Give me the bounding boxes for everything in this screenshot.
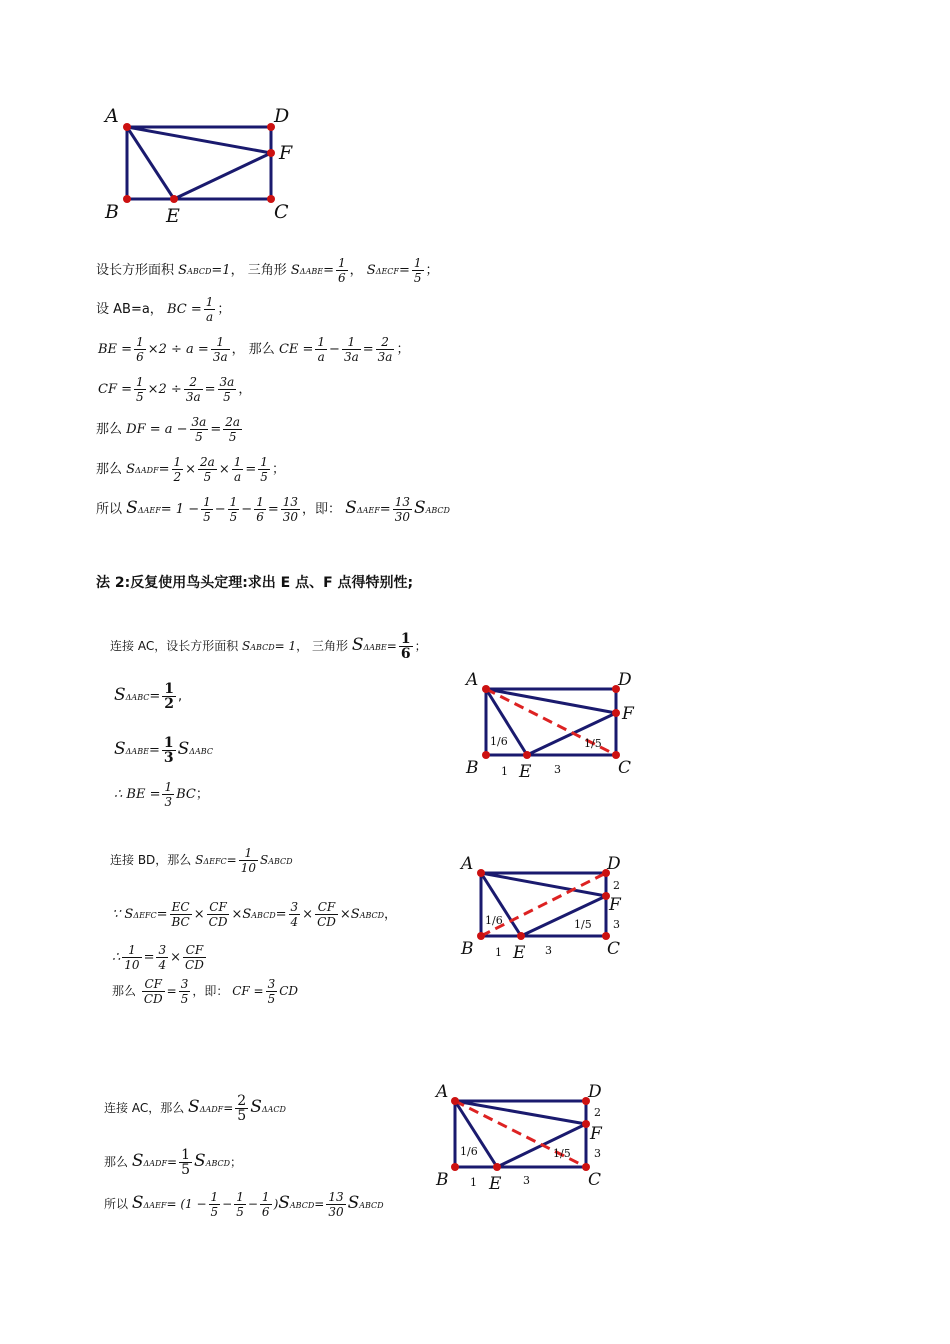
label-B: B (105, 201, 119, 223)
label-B: B (466, 758, 479, 778)
block2-line-3: ∴ $\frac{1}{10}$ = $\frac{3}{4}$ × $\frac{CF}{CD}$ (112, 943, 204, 972)
label-C: C (274, 201, 289, 223)
derivation-line-3: BE = $\frac{1}{6}$ ×2 ÷ a = $\frac{1}{3a}$ ， 那么 CE = $\frac{1}{a}$ − $\frac{1}{3a}$ = $\frac{2}{3a}$ ； (98, 335, 410, 364)
segment-label-1: 1 (501, 765, 508, 778)
segment-label-3: 3 (594, 1147, 601, 1160)
block3-line-2: 那么 SΔADF= $\frac{1}{5}$ SABCD； (104, 1147, 243, 1178)
segment-label-3: 3 (523, 1174, 530, 1187)
area-label-1-5: 1/5 (553, 1147, 571, 1160)
label-E: E (489, 1174, 502, 1194)
label-F: F (622, 704, 634, 724)
label-F: F (279, 142, 293, 164)
label-D: D (274, 105, 290, 127)
figure-rectangle-3 (455, 850, 645, 965)
block1-line-2: SΔABC= $\frac{1}{2}$ , (114, 681, 183, 712)
label-B: B (461, 939, 474, 959)
derivation-line-1: 设长方形面积 SABCD=1， 三角形 SΔABE= $\frac{1}{6}$ ， SΔECF= $\frac{1}{5}$ ； (96, 256, 439, 285)
derivation-line-7: 所以 SΔAEF= 1 − $\frac{1}{5}$ − $\frac{1}{5}$ − $\frac{1}{6}$ = $\frac{13}{30}$ ，即： SΔAEF= $\frac{13}{30}$ SABCD (96, 495, 450, 524)
label-D: D (588, 1082, 602, 1102)
label-D: D (618, 670, 632, 690)
label-F: F (590, 1124, 602, 1144)
segment-label-3: 3 (613, 918, 620, 931)
label-B: B (436, 1170, 449, 1190)
label-A: A (466, 670, 479, 690)
label-C: C (607, 939, 621, 959)
label-E: E (513, 943, 526, 963)
label-A: A (105, 105, 119, 127)
block2-line-1: 连接 BD，那么 SΔEFC= $\frac{1}{10}$ SABCD (110, 846, 293, 875)
block1-line-4: ∴ BE = $\frac{1}{3}$ BC； (114, 780, 209, 809)
derivation-line-4: CF = $\frac{1}{5}$ ×2 ÷ $\frac{2}{3a}$ = $\frac{3a}{5}$ ， (98, 375, 252, 404)
segment-label-3: 3 (554, 763, 561, 776)
label-A: A (436, 1082, 449, 1102)
area-label-1-6: 1/6 (460, 1145, 478, 1158)
label-C: C (588, 1170, 602, 1190)
method-2-heading: 法 2:反复使用鸟头定理:求出 E 点、F 点得特别性; (96, 575, 414, 591)
label-E: E (166, 205, 180, 227)
figure-rectangle-4 (430, 1075, 620, 1195)
segment-label-1: 1 (470, 1176, 477, 1189)
label-A: A (461, 854, 474, 874)
segment-label-1: 1 (495, 946, 502, 959)
block1-line-3: SΔABE= $\frac{1}{3}$ SΔABC (114, 735, 213, 766)
figure-rectangle-1 (100, 100, 310, 230)
figure-rectangle-2 (460, 665, 650, 785)
block3-line-3: 所以 SΔAEF= (1 − $\frac{1}{5}$ − $\frac{1}{5}$ − $\frac{1}{6}$ )SABCD= $\frac{13}{30}$ SABCD (104, 1190, 384, 1219)
derivation-line-2: 设 AB=a， BC = $\frac{1}{a}$ ； (96, 295, 231, 324)
area-label-1-5: 1/5 (574, 918, 592, 931)
label-F: F (609, 895, 621, 915)
block1-line-1: 连接 AC，设长方形面积 SABCD= 1， 三角形 SΔABE= $\frac{1}{6}$ ； (110, 631, 427, 662)
block3-line-1: 连接 AC，那么 SΔADF= $\frac{2}{5}$ SΔACD (104, 1093, 286, 1124)
segment-label-2: 2 (594, 1106, 601, 1119)
segment-label-2: 2 (613, 879, 620, 892)
area-label-1-5: 1/5 (584, 737, 602, 750)
label-C: C (618, 758, 632, 778)
derivation-line-6: 那么 SΔADF= $\frac{1}{2}$ × $\frac{2a}{5}$ × $\frac{1}{a}$ = $\frac{1}{5}$ ； (96, 455, 285, 484)
label-D: D (607, 854, 621, 874)
block2-line-2: ∵ SΔEFC= $\frac{EC}{BC}$ × $\frac{CF}{CD}$ ×SABCD= $\frac{3}{4}$ × $\frac{CF}{CD}$ ×SABCD， (112, 900, 398, 929)
area-label-1-6: 1/6 (490, 735, 508, 748)
block2-line-4: 那么 $\frac{CF}{CD}$ = $\frac{3}{5}$ ，即： CF = $\frac{3}{5}$ CD (112, 977, 299, 1006)
area-label-1-6: 1/6 (485, 914, 503, 927)
segment-label-3: 3 (545, 944, 552, 957)
label-E: E (519, 762, 532, 782)
derivation-line-5: 那么 DF = a − $\frac{3a}{5}$ = $\frac{2a}{5}$ (96, 415, 241, 444)
